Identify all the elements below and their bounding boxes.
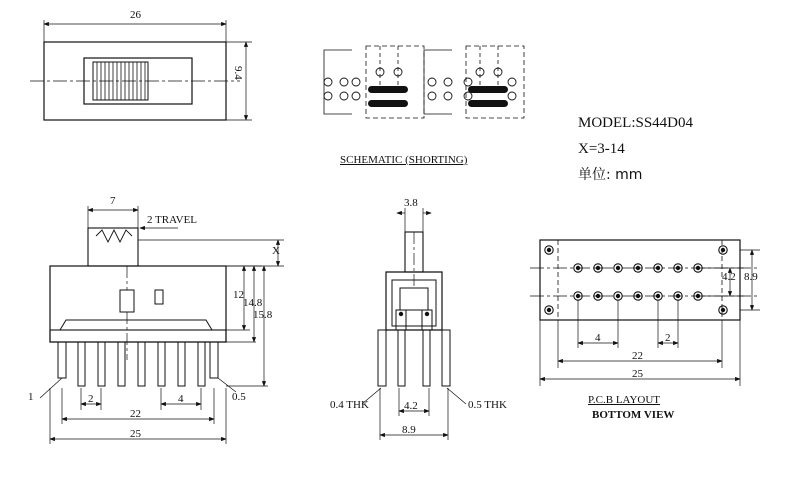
dim-pcb-pitch-b: 2 — [665, 332, 671, 344]
pcb-caption-line1: P.C.B LAYOUT — [588, 394, 661, 406]
title-x-range: X=3-14 — [578, 141, 625, 157]
dim-pcb-total: 25 — [632, 368, 643, 380]
dim-pcb-span: 22 — [632, 350, 643, 362]
dim-top-height: 9.4 — [232, 66, 244, 80]
dim-h3: 15.8 — [253, 309, 273, 321]
dim-side-top-width: 3.8 — [404, 197, 418, 209]
dim-thk-left: 0.4 THK — [330, 399, 369, 411]
front-view-dimensions — [40, 206, 284, 444]
dim-pin-first: 1 — [28, 391, 34, 403]
dim-overall-width: 25 — [130, 428, 141, 440]
dim-pitch-a: 2 — [88, 393, 94, 405]
side-view-outline — [378, 232, 450, 386]
dim-top-width: 26 — [130, 9, 141, 21]
dim-pcb-pitch-a: 4 — [595, 332, 601, 344]
dim-pitch-b: 4 — [178, 393, 184, 405]
top-view-outline — [30, 42, 240, 120]
dim-thk-right: 0.5 THK — [468, 399, 507, 411]
dim-side-outer-width: 8.9 — [402, 424, 416, 436]
dim-pin-gap: 0.5 — [232, 391, 246, 403]
schematic-caption: SCHEMATIC (SHORTING) — [340, 154, 468, 166]
dim-pcb-v2: 8.9 — [744, 271, 758, 283]
title-model: MODEL:SS44D04 — [578, 115, 694, 131]
pcb-caption-line2: BOTTOM VIEW — [592, 409, 675, 421]
dim-h1: 12 — [233, 289, 244, 301]
dim-body-width: 22 — [130, 408, 141, 420]
dim-h2: 14.8 — [243, 297, 263, 309]
schematic-symbol — [324, 46, 524, 118]
front-view-outline — [50, 228, 226, 386]
dim-x-height: X — [272, 245, 280, 257]
dim-side-inner-width: 4.2 — [404, 400, 418, 412]
dim-pcb-v1: 4.2 — [722, 271, 736, 283]
dim-lever-width: 7 — [110, 195, 116, 207]
title-units: 单位: mm — [578, 167, 643, 183]
dim-travel: 2 TRAVEL — [147, 214, 198, 226]
